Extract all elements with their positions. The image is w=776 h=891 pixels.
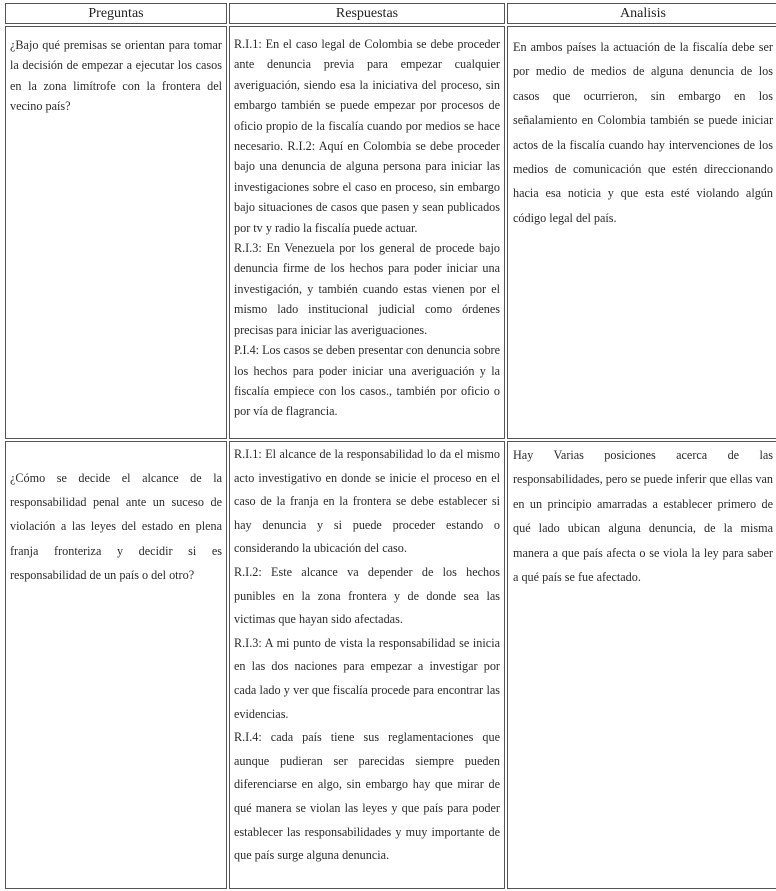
- answer-text: R.I.3: En Venezuela por los general de procede bajo denuncia firme de los hechos para poder iniciar una investigación, y también cuando estas vienen por el mismo lado institucional judicial como órdenes precisas para iniciar las averiguaciones.: [234, 241, 500, 337]
- analysis-text: En ambos países la actuación de la fiscalía debe ser por medio de medios de alguna denuncia de los casos que ocurrieron, sin embargo en los señalamiento en Colombia también se puede iniciar actos de la fiscalía cuando hay intervenciones de los medios de comunicación que estén direccionando hacia esa noticia y que esta esté violando algún código legal del país.: [513, 40, 773, 225]
- analysis-cell: [507, 26, 776, 439]
- header-preguntas: Preguntas: [5, 3, 227, 24]
- question-text: ¿Bajo qué premisas se orientan para tomar la decisión de empezar a ejecutar los casos en la zona limítrofe con la frontera del vecino país?: [10, 38, 222, 114]
- question-cell: [5, 26, 227, 439]
- answers-cell: [229, 441, 505, 889]
- analysis-text: Hay Varias posiciones acerca de las responsabilidades, pero se puede inferir que ellas van en un principio amarradas a establecer primero de qué lado ubican alguna denuncia, de la misma manera a que país afecta o se viola la ley para saber a qué país se fue afectado.: [513, 448, 773, 585]
- table-row: [5, 26, 776, 439]
- question-cell: [5, 441, 227, 889]
- questions-answers-table: [3, 1, 776, 891]
- question-text: ¿Cómo se decide el alcance de la responsabilidad penal ante un suceso de violación a las leyes del estado en plena franja fronteriza y decidir si es responsabilidad de un país o del otro?: [10, 471, 222, 582]
- answer-text: R.I.1: El alcance de la responsabilidad lo da el mismo acto investigativo en donde se inicie el proceso en el caso de la franja en la frontera se debe establecer si hay denuncia y si puede proceder estando o considerando la ubicación del caso.: [234, 447, 500, 556]
- answer-text: R.I.2: Este alcance va depender de los hechos punibles en la zona frontera y de donde sea las victimas que hayan sido afectadas.: [234, 564, 500, 627]
- header-respuestas: Respuestas: [229, 3, 505, 24]
- header-analisis: Analisis: [507, 3, 776, 24]
- table-header-row: [5, 3, 776, 24]
- analysis-cell: [507, 441, 776, 889]
- answer-text: R.I.3: A mi punto de vista la responsabilidad se inicia en las dos naciones para empezar a investigar por cada lado y ver que fiscalía procede para encontrar las evidencias.: [234, 635, 500, 721]
- answer-text: R.I.1: En el caso legal de Colombia se debe proceder ante denuncia previa para empezar cualquier averiguación, siendo esa la iniciativa del proceso, sin embargo también se puede empezar por procesos de oficio propio de la fiscalía cuando por medios se hace necesario. R.I.2: Aquí en Colombia se debe proceder bajo una denuncia de alguna persona para iniciar las investigaciones sobre el caso en proceso, sin embargo bajo situaciones de casos que pasen y sean publicados por tv y radio la fiscalía puede actuar.: [234, 37, 500, 235]
- answers-cell: [229, 26, 505, 439]
- table-row: [5, 441, 776, 889]
- answer-text: R.I.4: cada país tiene sus reglamentaciones que aunque pudieran ser parecidas siempre pueden diferenciarse en algo, sin embargo hay que mirar de qué manera se violan las leyes y que país para poder establecer las responsabilidades y muy importante de que país surge alguna denuncia.: [234, 730, 500, 863]
- answer-text: P.I.4: Los casos se deben presentar con denuncia sobre los hechos para poder iniciar una averiguación y la fiscalía empiece con los casos., también por oficio o por vía de flagrancia.: [234, 343, 501, 419]
